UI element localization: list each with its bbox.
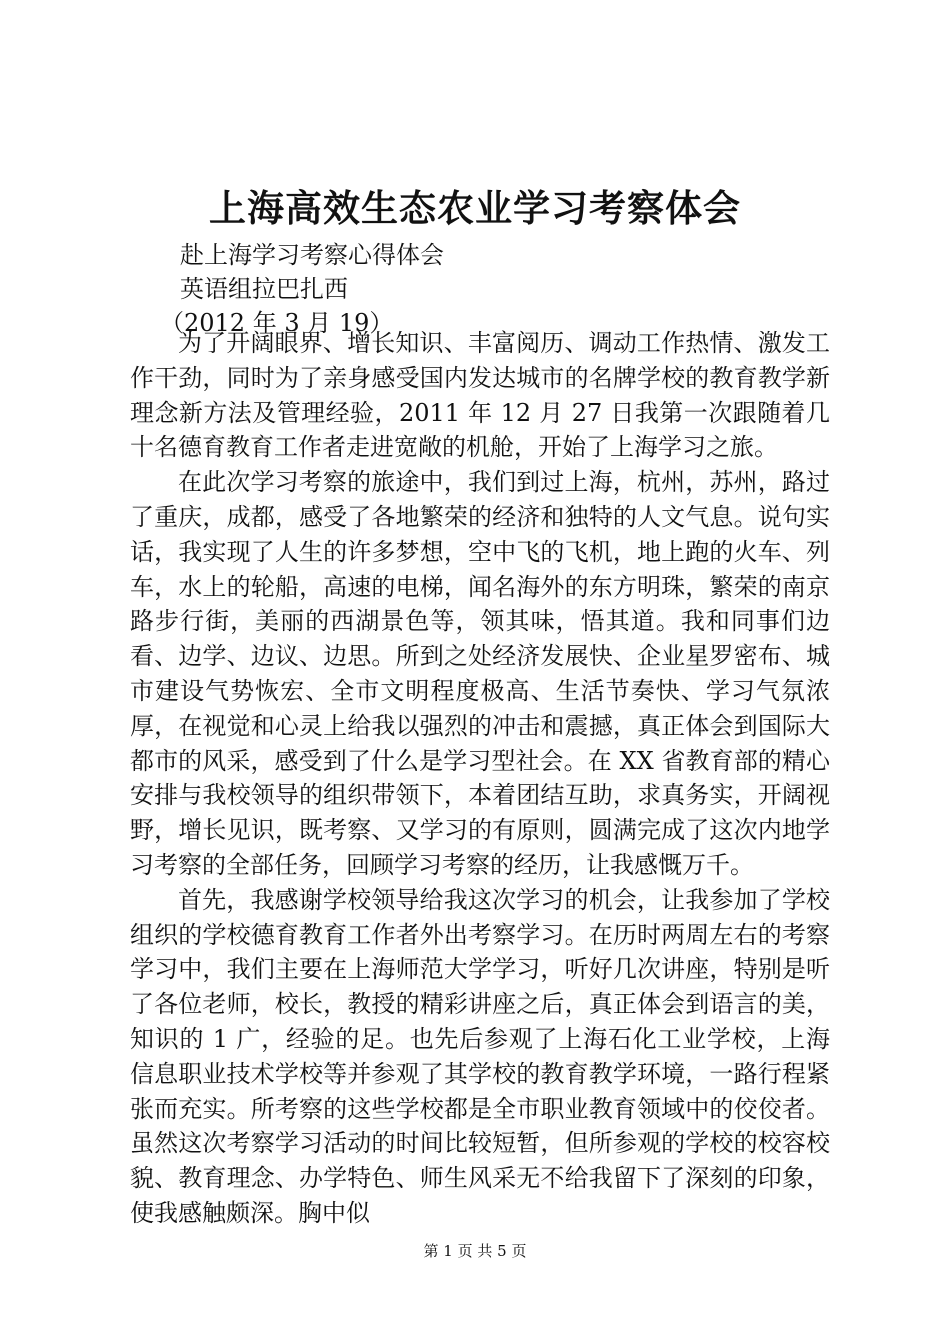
document-date: （2012 年 3 月 19） [160,309,394,337]
document-subtitle: 赴上海学习考察心得体会 [180,241,444,269]
paragraph: 在此次学习考察的旅途中，我们到过上海，杭州，苏州，路过了重庆，成都，感受了各地繁荣的经济和独特的人文气息。说句实话，我实现了人生的许多梦想，空中飞的飞机，地上跑的火车、列车，水上的轮船，高速的电梯，闻名海外的东方明珠，繁荣的南京路步行街，美丽的西湖景色等，领其味，悟其道。我和同事们边看、边学、边议、边思。所到之处经济发展快、企业星罗密布、城市建设气势恢宏、全市文明程度极高、生活节奏快、学习气氛浓厚，在视觉和心灵上给我以强烈的冲击和震撼，真正体会到国际大都市的风采，感受到了什么是学习型社会。在 XX 省教育部的精心安排与我校领导的组织带领下，本着团结互助，求真务实，开阔视野，增长见识，既考察、又学习的有原则，圆满完成了这次内地学习考察的全部任务，回顾学习考察的经历，让我感慨万千。 [130,468,830,879]
page-footer: 第 1 页 共 5 页 [423,1242,527,1260]
document-author: 英语组拉巴扎西 [180,275,348,303]
paragraph: 首先，我感谢学校领导给我这次学习的机会，让我参加了学校组织的学校德育教育工作者外出考察学习。在历时两周左右的考察学习中，我们主要在上海师范大学学习，听好几次讲座，特别是听了各位老师，校长，教授的精彩讲座之后，真正体会到语言的美，知识的 1 广，经验的足。也先后参观了上海石化工业学校，上海信息职业技术学校等并参观了其学校的教育教学环境，一路行程紧张而充实。所考察的这些学校都是全市职业教育领域中的佼佼者。虽然这次考察学习活动的时间比较短暂，但所参观的学校的校容校貌、教育理念、办学特色、师生风采无不给我留下了深刻的印象，使我感触颇深。胸中似 [130,885,830,1227]
document-title: 上海高效生态农业学习考察体会 [209,186,741,230]
paragraph: 为了开阔眼界、增长知识、丰富阅历、调动工作热情、激发工作干劲，同时为了亲身感受国内发达城市的名牌学校的教育教学新理念新方法及管理经验，2011 年 12 月 27 日我第一次跟随着几十名德育教育工作者走进宽敞的机舱，开始了上海学习之旅。 [130,329,830,462]
document-body [130,326,830,1231]
